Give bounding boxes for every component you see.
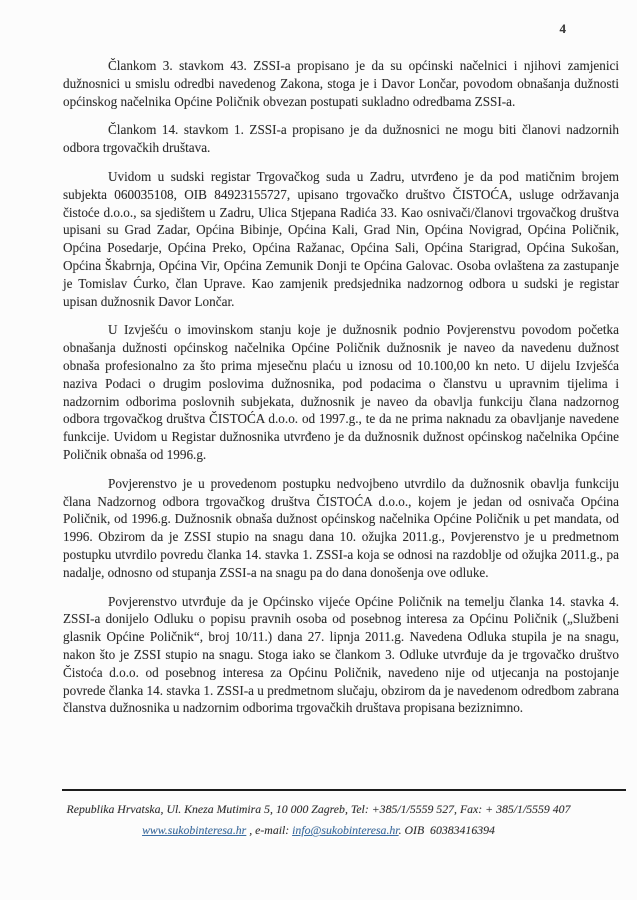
footer-oib: . OIB 60383416394	[398, 823, 495, 837]
paragraph: Člankom 14. stavkom 1. ZSSI-a propisano je da dužnosnici ne mogu biti članovi nadzornih odbora trgovačkih društava.	[63, 122, 619, 156]
paragraph: Uvidom u sudski registar Trgovačkog suda u Zadru, utvrđeno je da pod matičnim brojem subjekta 060035108, OIB 84923155727, upisano trgovačko društvo ČISTOĆA, usluge održavanja čistoće d.o.o., sa sjedištem u Zadru, Ulica Stjepana Radića 33. Kao osnivači/članovi trgovačkog društva upisani su Grad Zadar, Općina Bibinje, Općina Kali, Grad Nin, Općina Novigrad, Općina Poličnik, Općina Posedarje, Općina Preko, Općina Ražanac, Općina Sali, Općina Starigrad, Općina Sukošan, Općina Škabrnja, Općina Vir, Općina Zemunik Donji te Općina Galovac. Osoba ovlaštena za zastupanje je Tomislav Ćurko, član Uprave. Kao zamjenik predsjednika nadzornog odbora u sudski je registar upisan dužnosnik Davor Lončar.	[63, 168, 619, 309]
footer-divider	[62, 789, 626, 791]
footer-email-link[interactable]: info@sukobinteresa.hr	[292, 823, 399, 837]
paragraph: U Izvješću o imovinskom stanju koje je dužnosnik podnio Povjerenstvu povodom početka obnašanja dužnosti općinskog načelnika Općine Poličnik dužnosnik je naveo da navedenu dužnost obnaša profesionalno za što prima mjesečnu plaću u iznosu od 10.100,00 kn neto. U dijelu Izvješća naziva Podaci o drugim poslovima dužnosnika, pod podacima o članstvu u upravnim tijelima i nadzornim odborima poslovnih subjekata, dužnosnik je naveo da obavlja funkciju člana nadzornog odbora trgovačkog društva ČISTOĆA d.o.o. od 1997.g., te da ne prima naknadu za obavljanje navedene funkcije. Uvidom u Registar dužnosnika utvrđeno je da dužnosnik dužnost općinskog načelnika Općine Poličnik obnaša od 1996.g.	[63, 322, 619, 462]
document-body	[63, 57, 619, 728]
paragraph: Povjerenstvo je u provedenom postupku nedvojbeno utvrdilo da dužnosnik obavlja funkciju člana Nadzornog odbora trgovačkog društva ČISTOĆA d.o.o., kojem je jedan od osnivača Općina Poličnik, od 1996.g. Dužnosnik obnaša dužnost općinskog načelnika Općine Poličnik u pet mandata, od 1996. Obzirom da je ZSSI stupio na snagu dana 10. ožujka 2011.g., Povjerenstvo je u predmetnom postupku utvrdilo povredu članka 14. stavka 1. ZSSI-a koja se odnosi na razdoblje od ožujka 2011.g., pa nadalje, odnosno od stupanja ZSSI-a na snagu pa do dana donošenja ove odluke.	[63, 475, 619, 580]
paragraph: Povjerenstvo utvrđuje da je Općinsko vijeće Općine Poličnik na temelju članka 14. stavka 4. ZSSI-a donijelo Odluku o popisu pravnih osoba od posebnog interesa za Općinu Poličnik („Službeni glasnik Općine Poličnik“, broj 10/11.) dana 27. lipnja 2011.g. Navedena Odluka stupila je na snagu, nakon što je ZSSI stupio na snagu. Stoga iako se člankom 3. Odluke utvrđuje da je trgovačko društvo Čistoća d.o.o. od posebnog interesa za Općinu Poličnik, navedeno nije od utjecanja na postojanje povrede članka 14. stavka 1. ZSSI-a u predmetnom slučaju, obzirom da je navedenom odredbom zabrana članstva dužnosnika u nadzornim odborima trgovačkih društava propisana beziznimno.	[63, 593, 619, 716]
paragraph: Člankom 3. stavkom 43. ZSSI-a propisano je da su općinski načelnici i njihovi zamjenici dužnosnici u smislu odredbi navedenog Zakona, stoga je i Davor Lončar, povodom obnašanja dužnosti općinskog načelnika Općine Poličnik obvezan postupati sukladno odredbama ZSSI-a.	[63, 58, 619, 109]
footer-address: Republika Hrvatska, Ul. Kneza Mutimira 5, 10 000 Zagreb, Tel: +385/1/5559 527, Fax: + 385/1/5559 407	[66, 802, 571, 816]
footer-website-link[interactable]: www.sukobinteresa.hr	[142, 823, 247, 837]
footer-contact-line	[0, 820, 637, 841]
footer	[0, 799, 637, 841]
page-number: 4	[559, 21, 566, 36]
footer-email-label: , e-mail:	[246, 823, 293, 837]
